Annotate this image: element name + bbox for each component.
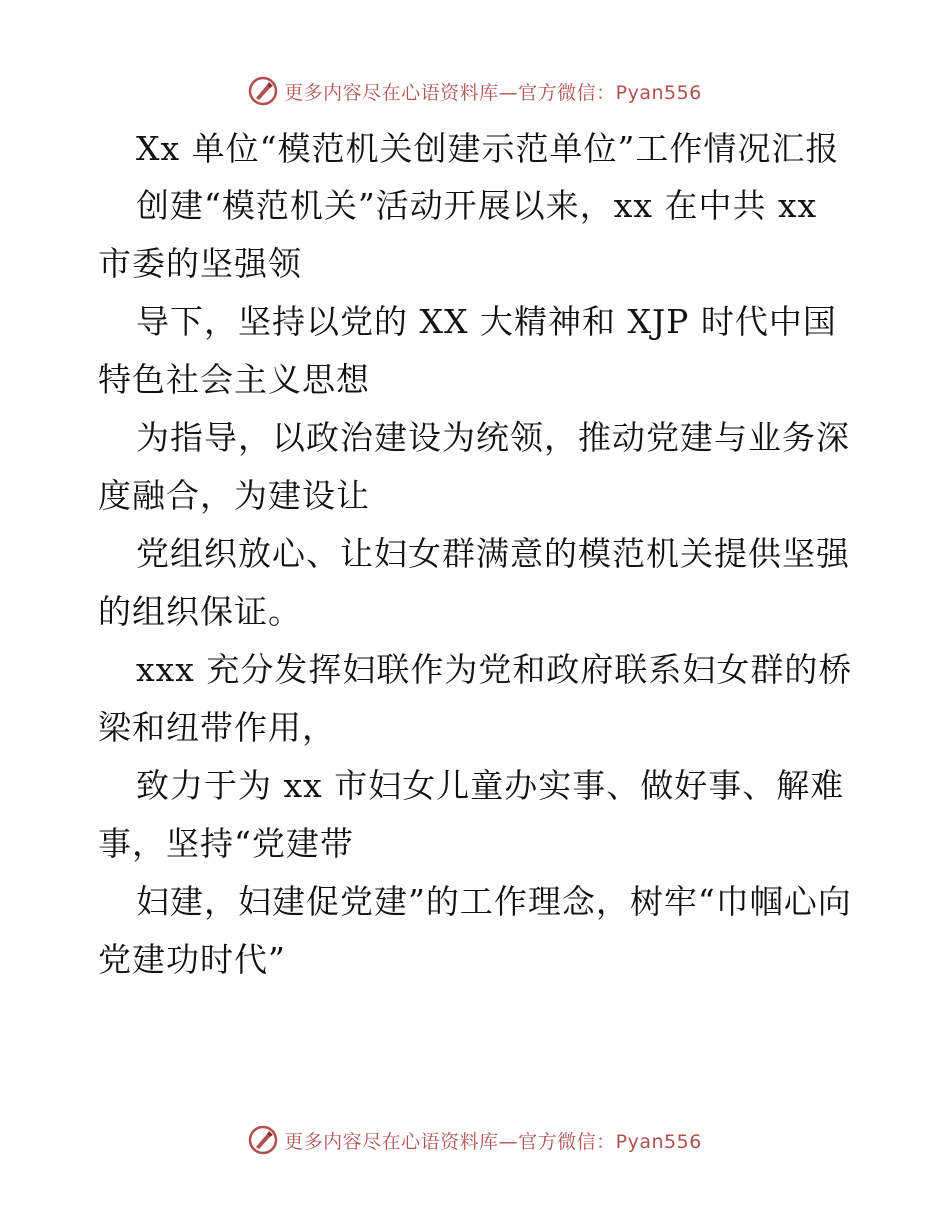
paragraph-7: 妇建，妇建促党建”的工作理念，树牢“巾帼心向党建功时代” [98,882,852,979]
paragraph-5: xxx 充分发挥妇联作为党和政府联系妇女群的桥梁和纽带作用， [98,650,853,747]
pen-circle-logo-icon [248,76,278,106]
document-body [98,120,854,989]
pen-circle-logo-icon [248,1125,278,1155]
paragraph-3: 为指导，以政治建设为统领，推动党建与业务深度融合，为建设让 [98,418,850,515]
paragraph-1: 创建“模范机关”活动开展以来，xx 在中共 xx 市委的坚强领 [98,186,829,283]
document-title: Xx 单位“模范机关创建示范单位”工作情况汇报 [136,129,840,168]
footer-watermark [0,1120,950,1160]
header-watermark-text: 更多内容尽在心语资料库—官方微信：Pyan556 [284,81,702,104]
paragraph-4: 党组织放心、让妇女群满意的模范机关提供坚强的组织保证。 [98,534,850,631]
paragraph-6: 致力于为 xx 市妇女儿童办实事、做好事、解难事，坚持“党建带 [98,766,845,863]
header-watermark [0,71,950,111]
paragraph-2: 导下，坚持以党的 XX 大精神和 XJP 时代中国特色社会主义思想 [98,302,837,399]
footer-watermark-text: 更多内容尽在心语资料库—官方微信：Pyan556 [284,1130,702,1153]
